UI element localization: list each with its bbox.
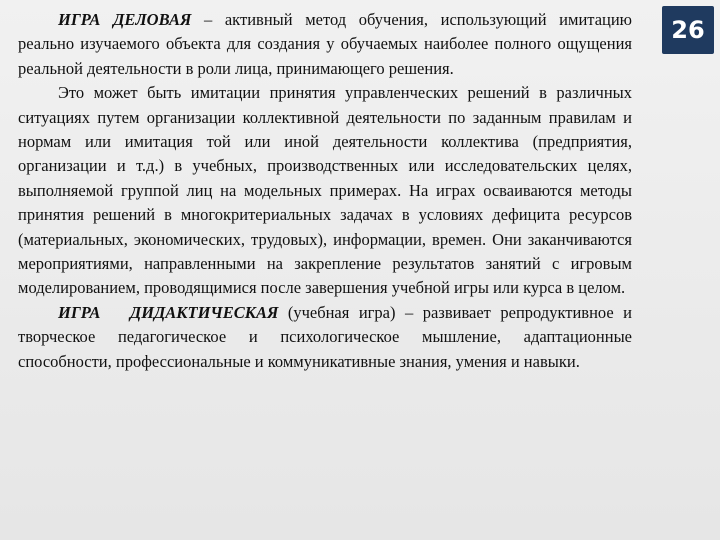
paragraph-text: (учебная игра) – развивает репродуктивное и творческое педагогическое и психологическое мышление, адаптационные способности, профессиональные и коммуникативные знания, умения и навыки. <box>18 302 633 371</box>
page-number: 26 <box>671 16 705 44</box>
paragraph-didactic-game <box>18 301 632 374</box>
paragraph-imitation <box>18 81 632 301</box>
term-business-game: ИГРА ДЕЛОВАЯ <box>58 10 192 29</box>
paragraph-text: Это может быть имитации принятия управленческих решений в различных ситуациях путем организации коллективной деятельности по заданным правилам и нормам или имитация той или иной деятельности коллектива (предприятия, организации и т.д.) в учебных, производственных или исследовательских целях, выполняемой группой лиц на модельных примерах. На играх осваиваются методы принятия решений в многокритериальных задачах в условиях дефицита ресурсов (материальных, экономических, трудовых), информации, времен. Они заканчиваются мероприятиями, направленными на закрепление результатов занятий с игровым моделированием, проводящимися после завершения учебной игры или курса в целом. <box>18 83 632 298</box>
page-number-badge <box>662 6 714 54</box>
term-didactic-game: ИГРА ДИДАКТИЧЕСКАЯ <box>58 302 279 322</box>
text-body <box>18 8 632 374</box>
paragraph-text: – активный метод обучения, использующий имитацию реально изучаемого объекта для создания у обучаемых наиболее полного ощущения реальной деятельности в роли лица, принимающего решения. <box>18 10 633 78</box>
paragraph-business-game <box>18 8 632 81</box>
